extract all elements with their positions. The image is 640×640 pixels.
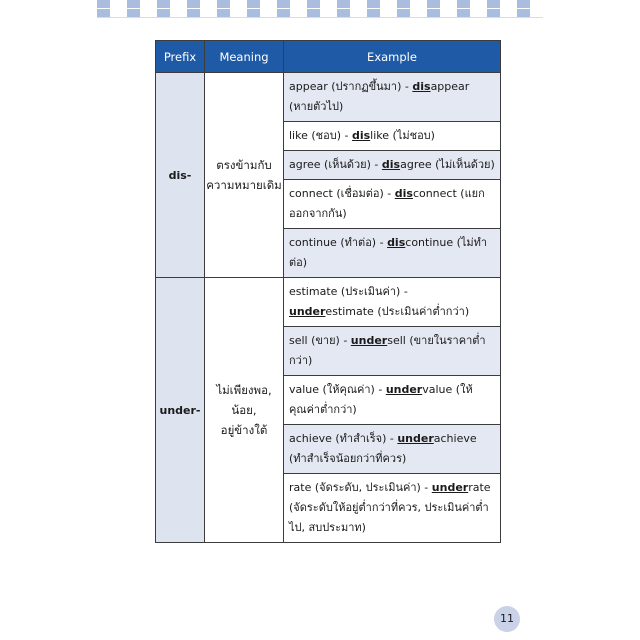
meaning-line: น้อย, bbox=[231, 403, 257, 417]
example-base: like (ชอบ) - bbox=[289, 129, 352, 142]
example-base: agree (เห็นด้วย) - bbox=[289, 158, 382, 171]
meaning-cell-under bbox=[205, 278, 284, 543]
example-base: estimate (ประเมินค่า) - bbox=[289, 285, 408, 298]
example-prefix: dis bbox=[387, 236, 406, 249]
table-row bbox=[156, 278, 501, 327]
example-prefix: dis bbox=[381, 158, 401, 171]
prefix-table bbox=[155, 40, 501, 543]
example-rest: estimate (ประเมินค่าต่ำกว่า) bbox=[325, 305, 470, 318]
table-row bbox=[156, 73, 501, 122]
meaning-line: อยู่ข้างใต้ bbox=[220, 423, 268, 437]
example-cell bbox=[284, 278, 501, 327]
header-meaning: Meaning bbox=[205, 41, 284, 73]
example-rest: like (ไม่ชอบ) bbox=[370, 129, 435, 142]
example-cell bbox=[284, 180, 501, 229]
example-rest: connect (แยกออกจากกัน) bbox=[289, 187, 485, 220]
example-prefix: dis bbox=[351, 129, 371, 142]
example-prefix: under bbox=[350, 334, 388, 347]
meaning-cell-dis bbox=[205, 73, 284, 278]
example-rest: continue (ไม่ทำต่อ) bbox=[289, 236, 488, 269]
header-stripe-divider bbox=[97, 8, 543, 9]
example-prefix: under bbox=[289, 305, 326, 318]
example-base: appear (ปรากฏขึ้นมา) - bbox=[289, 80, 413, 93]
header-stripe-decoration bbox=[97, 0, 543, 18]
page-number-badge: 11 bbox=[494, 606, 520, 632]
example-base: value (ให้คุณค่า) - bbox=[289, 383, 386, 396]
example-cell bbox=[284, 474, 501, 543]
example-prefix: under bbox=[397, 432, 434, 445]
header-example: Example bbox=[284, 41, 501, 73]
example-prefix: dis bbox=[394, 187, 413, 200]
example-cell bbox=[284, 425, 501, 474]
example-rest: value (ให้คุณค่าต่ำกว่า) bbox=[289, 383, 473, 416]
table-header-row bbox=[156, 41, 501, 73]
meaning-line: ความหมายเดิม bbox=[206, 178, 282, 192]
example-base: achieve (ทำสำเร็จ) - bbox=[289, 432, 398, 445]
example-prefix: under bbox=[385, 383, 423, 396]
example-rest: achieve (ทำสำเร็จน้อยกว่าที่ควร) bbox=[289, 432, 477, 465]
example-cell bbox=[284, 151, 501, 180]
example-base: rate (จัดระดับ, ประเมินค่า) - bbox=[289, 481, 432, 494]
example-base: sell (ขาย) - bbox=[289, 334, 351, 347]
example-cell bbox=[284, 73, 501, 122]
example-cell bbox=[284, 327, 501, 376]
example-rest: sell (ขายในราคาต่ำกว่า) bbox=[289, 334, 486, 367]
meaning-line: ตรงข้ามกับ bbox=[216, 158, 272, 172]
header-prefix: Prefix bbox=[156, 41, 205, 73]
example-rest: appear (หายตัวไป) bbox=[289, 80, 470, 113]
example-cell bbox=[284, 376, 501, 425]
example-prefix: dis bbox=[412, 80, 431, 93]
example-base: continue (ทำต่อ) - bbox=[289, 236, 388, 249]
prefix-cell-under: under- bbox=[156, 278, 205, 543]
example-prefix: under bbox=[431, 481, 469, 494]
example-base: connect (เชื่อมต่อ) - bbox=[289, 187, 395, 200]
example-rest: agree (ไม่เห็นด้วย) bbox=[400, 158, 495, 171]
meaning-line: ไม่เพียงพอ, bbox=[216, 383, 272, 397]
example-rest: rate (จัดระดับให้อยู่ต่ำกว่าที่ควร, ประเมินค่าต่ำไป, สบประมาท) bbox=[289, 481, 491, 534]
prefix-cell-dis: dis- bbox=[156, 73, 205, 278]
example-cell bbox=[284, 229, 501, 278]
example-cell bbox=[284, 122, 501, 151]
